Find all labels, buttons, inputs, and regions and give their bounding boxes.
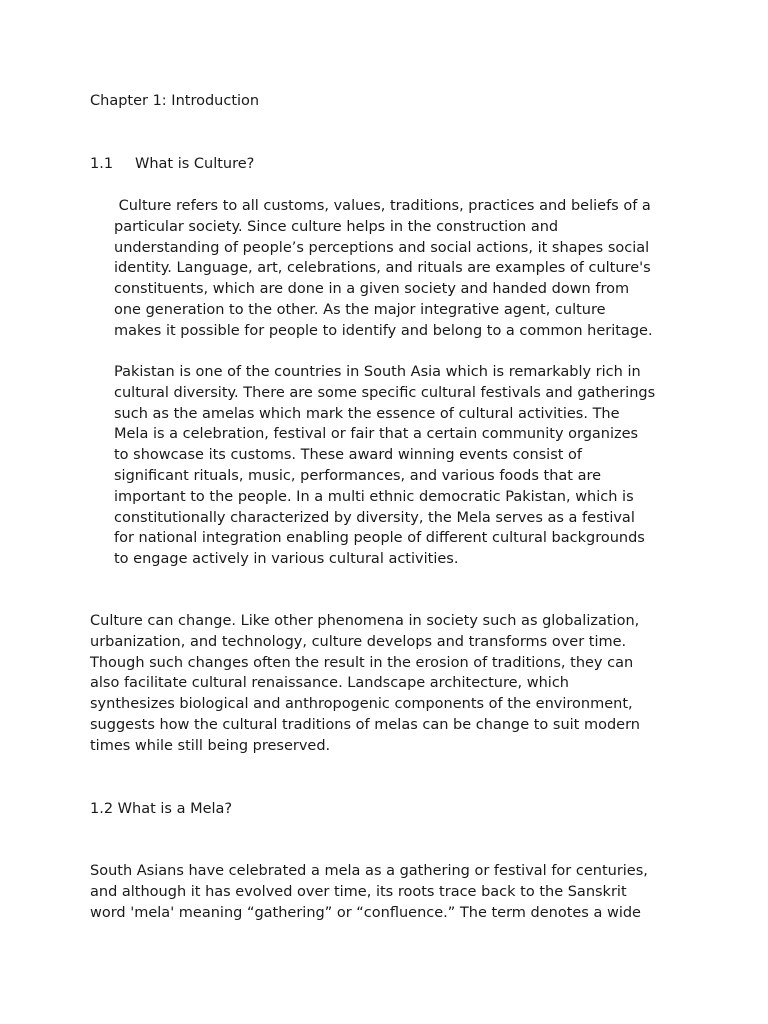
paragraph-line: cultural diversity. There are some specific cultural festivals and gatherings [114, 384, 656, 401]
paragraph-line: for national integration enabling people of different cultural backgrounds [114, 530, 645, 547]
chapter-title: Chapter 1: Introduction [90, 93, 260, 109]
paragraph-line: suggests how the cultural traditions of melas can be change to suit modern [90, 716, 640, 733]
paragraph-line: to engage actively in various cultural activities. [114, 551, 459, 568]
paragraph-line: constitutionally characterized by diversity, the Mela serves as a festival [114, 509, 635, 526]
paragraph-line: such as the amelas which mark the essence of cultural activities. The [114, 405, 620, 422]
paragraph-culture-definition [114, 196, 653, 342]
section-number: 1.1 [90, 156, 114, 172]
paragraph-line: particular society. Since culture helps in the construction and [114, 218, 559, 235]
section-title: What is Culture? [135, 156, 255, 172]
paragraph-line: also facilitate cultural renaissance. Landscape architecture, which [90, 675, 569, 692]
paragraph-line: Mela is a celebration, festival or fair that a certain community organizes [114, 426, 639, 443]
paragraph-line: and although it has evolved over time, its roots trace back to the Sanskrit [90, 883, 627, 900]
paragraph-line: times while still being preserved. [90, 737, 331, 754]
paragraph-line: Though such changes often the result in the erosion of traditions, they can [90, 654, 634, 671]
paragraph-line: Pakistan is one of the countries in South Asia which is remarkably rich in [114, 364, 641, 380]
paragraph-pakistan-mela [114, 362, 655, 570]
section-heading-1-2: 1.2 What is a Mela? [90, 801, 233, 817]
paragraph-line: Culture can change. Like other phenomena in society such as globalization, [90, 613, 640, 629]
paragraph-mela-origin [90, 861, 648, 923]
paragraph-line: urbanization, and technology, culture develops and transforms over time. [90, 633, 627, 650]
paragraph-line: Culture refers to all customs, values, traditions, practices and beliefs of a [114, 198, 651, 214]
paragraph-line: one generation to the other. As the major integrative agent, culture [114, 301, 606, 318]
paragraph-line: synthesizes biological and anthropogenic components of the environment, [90, 696, 633, 713]
section-heading-1-1 [90, 154, 254, 175]
paragraph-line: identity. Language, art, celebrations, and rituals are examples of culture's [114, 260, 651, 277]
paragraph-line: makes it possible for people to identify and belong to a common heritage. [114, 322, 653, 339]
paragraph-line: constituents, which are done in a given society and handed down from [114, 281, 630, 298]
paragraph-line: South Asians have celebrated a mela as a gathering or festival for centuries, [90, 863, 648, 879]
paragraph-line: to showcase its customs. These award winning events consist of [114, 447, 583, 464]
paragraph-line: word 'mela' meaning “gathering” or “confluence.” The term denotes a wide [90, 904, 641, 921]
paragraph-line: important to the people. In a multi ethnic democratic Pakistan, which is [114, 488, 634, 505]
paragraph-culture-change [90, 611, 640, 757]
paragraph-line: understanding of people’s perceptions and social actions, it shapes social [114, 239, 650, 256]
paragraph-line: significant rituals, music, performances, and various foods that are [114, 467, 602, 484]
